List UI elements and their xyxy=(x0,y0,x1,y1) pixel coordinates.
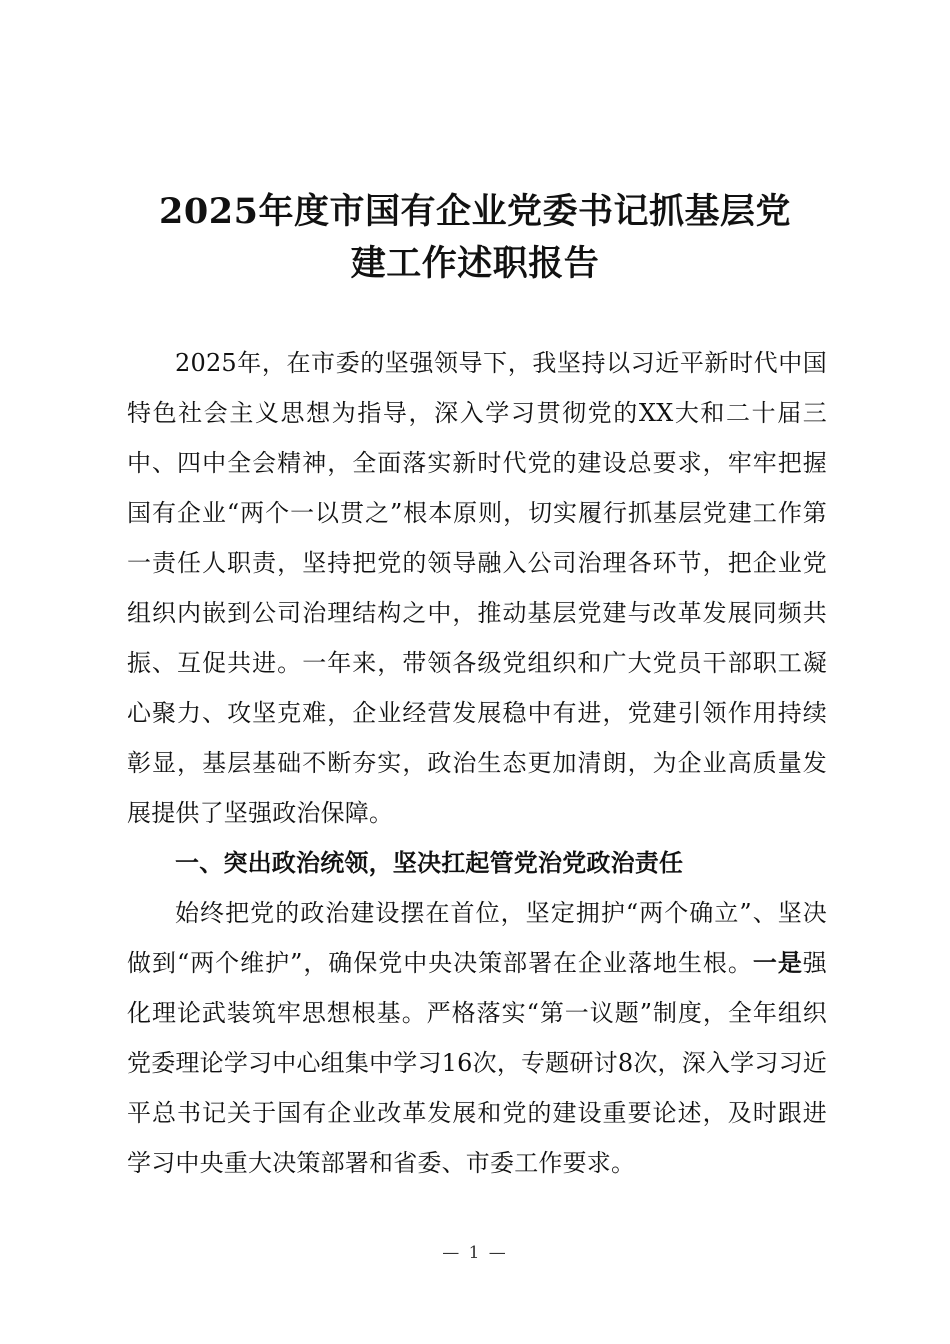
section-1-para-start: 始终把党的政治建设摆在首位，坚定拥护“两个确立”、坚决做到“两个维护”，确保党中央决策部署在企业落地生根。 xyxy=(127,899,827,977)
document-title xyxy=(100,186,850,290)
section-1-paragraph xyxy=(127,888,827,1188)
section-1-heading: 一、突出政治统领，坚决扛起管党治党政治责任 xyxy=(175,848,684,877)
title-line-1: 2025年度市国有企业党委书记抓基层党 xyxy=(159,191,791,232)
section-1-para-rest: 强化理论武装筑牢思想根基。严格落实“第一议题”制度，全年组织党委理论学习中心组集中学习16次，专题研讨8次，深入学习习近平总书记关于国有企业改革发展和党的建设重要论述，及时跟进学习中央重大决策部署和省委、市委工作要求。 xyxy=(127,949,827,1177)
title-line-2: 建工作述职报告 xyxy=(350,243,600,284)
page-number: — 1 — xyxy=(442,1243,508,1263)
intro-paragraph: 2025年，在市委的坚强领导下，我坚持以习近平新时代中国特色社会主义思想为指导，深入学习贯彻党的XX大和二十届三中、四中全会精神，全面落实新时代党的建设总要求，牢牢把握国有企业“两个一以贯之”根本原则，切实履行抓基层党建工作第一责任人职责，坚持把党的领导融入公司治理各环节，把企业党组织内嵌到公司治理结构之中，推动基层党建与改革发展同频共振、互促共进。一年来，带领各级党组织和广大党员干部职工凝心聚力、攻坚克难，企业经营发展稳中有进，党建引领作用持续彰显，基层基础不断夯实，政治生态更加清朗，为企业高质量发展提供了坚强政治保障。 xyxy=(127,349,827,827)
document-body xyxy=(127,338,827,1188)
section-1-bold-lead: 一是 xyxy=(752,948,803,977)
